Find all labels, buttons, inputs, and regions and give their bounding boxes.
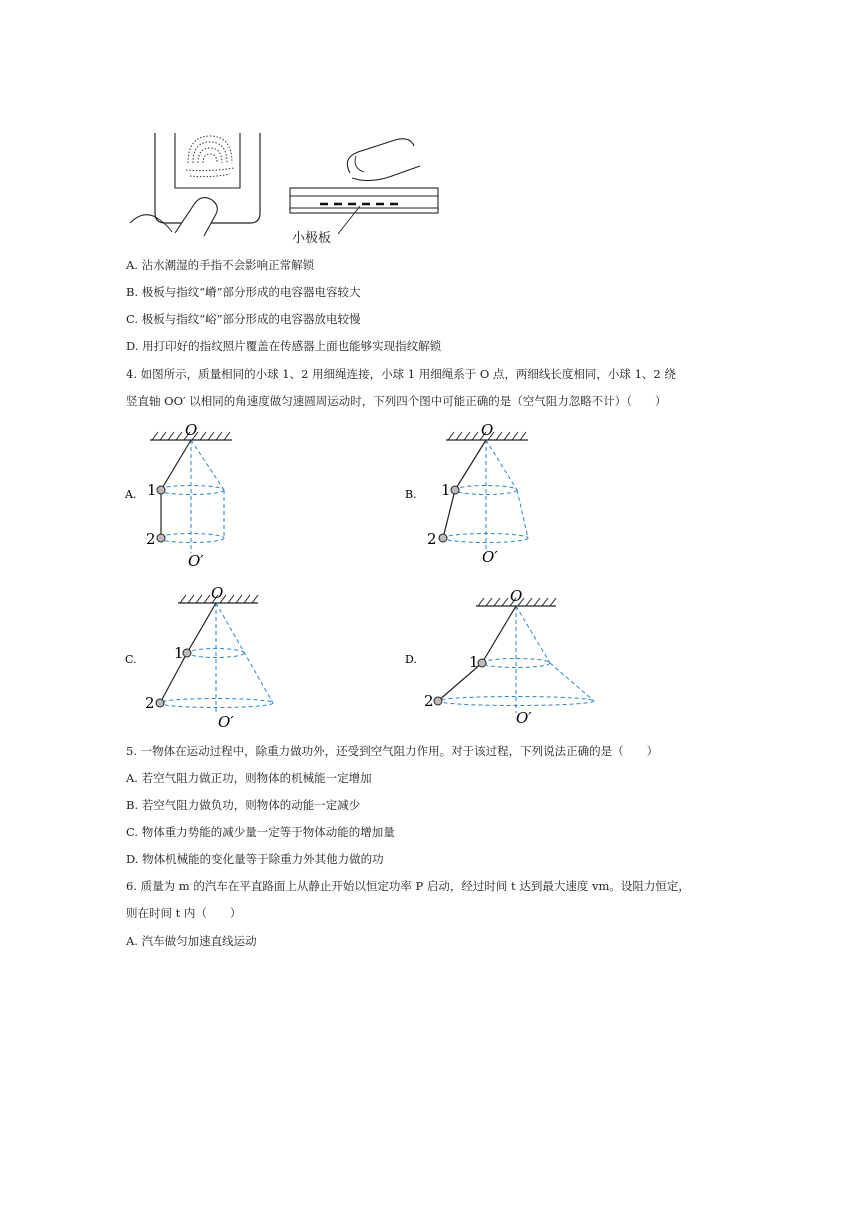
q4-stem-line1: 4. 如图所示，质量相同的小球 1、2 用细绳连接，小球 1 用细绳系于 O 点，两细线长度相同，小球 1、2 绕	[126, 367, 676, 381]
figure-b-bottom-label: O′	[482, 548, 498, 566]
q5-stem: 5. 一物体在运动过程中，除重力做功外，还受到空气阻力作用。对于该过程，下列说法正确的是（ ）	[126, 744, 659, 758]
figure-a-top-label: O	[185, 421, 198, 439]
figure-a-letter: A.	[125, 488, 137, 501]
figure-b-ball1-label: 1	[441, 481, 451, 499]
figure-d-ball1-label: 1	[469, 653, 479, 671]
figure-b-top-label: O	[481, 421, 494, 439]
q4-figure-b	[400, 420, 540, 570]
plate-label: 小极板	[292, 231, 332, 246]
fingerprint-figure	[120, 128, 480, 248]
figure-c-bottom-label: O′	[218, 713, 234, 731]
figure-d-ball2-label: 2	[424, 692, 434, 710]
q5-option-d: D. 物体机械能的变化量等于除重力外其他力做的功	[126, 852, 384, 866]
figure-d-letter: D.	[405, 653, 417, 666]
figure-b-letter: B.	[405, 488, 417, 501]
q6-stem-line1: 6. 质量为 m 的汽车在平直路面上从静止开始以恒定功率 P 启动，经过时间 t 达到最大速度 vm。设阻力恒定，	[126, 879, 690, 893]
q5-option-c: C. 物体重力势能的减少量一定等于物体动能的增加量	[126, 825, 395, 839]
q4-figure-d	[400, 583, 605, 733]
figure-a-ball2-label: 2	[146, 530, 156, 548]
figure-c-ball2-label: 2	[145, 694, 155, 712]
q4-figure-c	[120, 583, 290, 733]
q3-option-c: C. 极板与指纹“峪”部分形成的电容器放电较慢	[126, 312, 361, 326]
figure-a-bottom-label: O′	[188, 552, 204, 570]
figure-a-ball1-label: 1	[147, 481, 157, 499]
q3-option-d: D. 用打印好的指纹照片覆盖在传感器上面也能够实现指纹解锁	[126, 339, 442, 353]
figure-d-bottom-label: O′	[516, 709, 532, 727]
q3-option-a: A. 沾水潮湿的手指不会影响正常解锁	[126, 258, 315, 272]
figure-d-top-label: O	[510, 587, 523, 605]
q6-option-a: A. 汽车做匀加速直线运动	[126, 934, 257, 948]
figure-c-letter: C.	[125, 653, 137, 666]
q3-option-b: B. 极板与指纹“嵴”部分形成的电容器电容较大	[126, 285, 361, 299]
figure-c-ball1-label: 1	[174, 644, 184, 662]
figure-b-ball2-label: 2	[427, 530, 437, 548]
figure-c-top-label: O	[211, 584, 224, 602]
q4-figure-a	[120, 420, 250, 570]
q6-stem-line2: 则在时间 t 内（ ）	[126, 906, 242, 920]
q5-option-a: A. 若空气阻力做正功，则物体的机械能一定增加	[126, 771, 372, 785]
q5-option-b: B. 若空气阻力做负功，则物体的动能一定减少	[126, 798, 361, 812]
q4-stem-line2: 竖直轴 OO′ 以相同的角速度做匀速圆周运动时，下列四个图中可能正确的是（空气阻力忽略不计）（ ）	[126, 394, 667, 408]
